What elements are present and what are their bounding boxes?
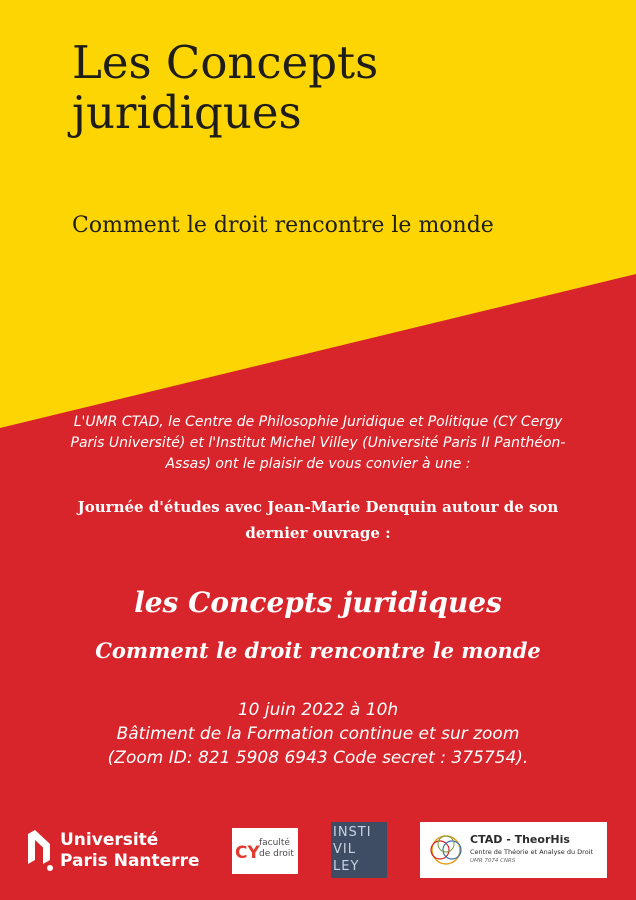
zoom-info: (Zoom ID: 821 5908 6943 Code secret : 375754). [107,748,529,768]
event-line1: Journée d'études avec Jean-Marie Denquin autour de son [77,498,559,516]
nanterre-name [60,830,199,872]
cy-line1: faculté [259,838,290,848]
partner-logos [0,818,636,888]
invitation-line1: L'UMR CTAD, le Centre de Philosophie Juridique et Politique (CY Cergy [73,414,563,430]
nanterre-n-icon [28,830,56,872]
ctad-subtitle: Centre de Théorie et Analyse du Droit [470,848,594,856]
paris-nanterre-logo [28,828,208,878]
ctad-title: CTAD - TheorHis [470,833,570,846]
nanterre-line2: Paris Nanterre [60,851,200,871]
invitation-line3: Assas) ont le plaisir de vous convier à une : [165,456,471,472]
book-subtitle: Comment le droit rencontre le monde [95,638,541,663]
cover-title [72,38,378,138]
ctad-theorhis-logo [420,822,607,878]
cy-mark-text: CY [235,843,260,863]
event-announcement [30,494,606,546]
event-place: Bâtiment de la Formation continue et sur zoom [116,724,520,744]
cy-mark-icon [234,838,260,864]
event-details [0,698,636,770]
invitation-line2: Paris Université) et l'Institut Michel Villey (Université Paris II Panthéon- [70,435,566,451]
cover-title-line1: Les Concepts [72,36,379,89]
cy-text [259,838,294,860]
cover-subtitle: Comment le droit rencontre le monde [72,213,494,238]
ctad-rings-icon [426,830,466,870]
villey-text [333,824,385,875]
book-title: les Concepts juridiques [134,586,502,619]
cy-line2: de droit [259,849,294,859]
ctad-umr: UMR 7074 CNRS [470,858,516,864]
nanterre-line1: Université [60,830,159,850]
villey-line1: INSTI [333,825,372,840]
villey-line2: VIL LEY [333,842,360,874]
institut-villey-logo [331,822,387,878]
event-line2: dernier ouvrage : [245,524,391,542]
cover-title-line2: juridiques [72,86,302,139]
event-date: 10 juin 2022 à 10h [237,700,399,720]
cy-faculte-logo [232,828,298,874]
invitation-text [40,412,596,475]
